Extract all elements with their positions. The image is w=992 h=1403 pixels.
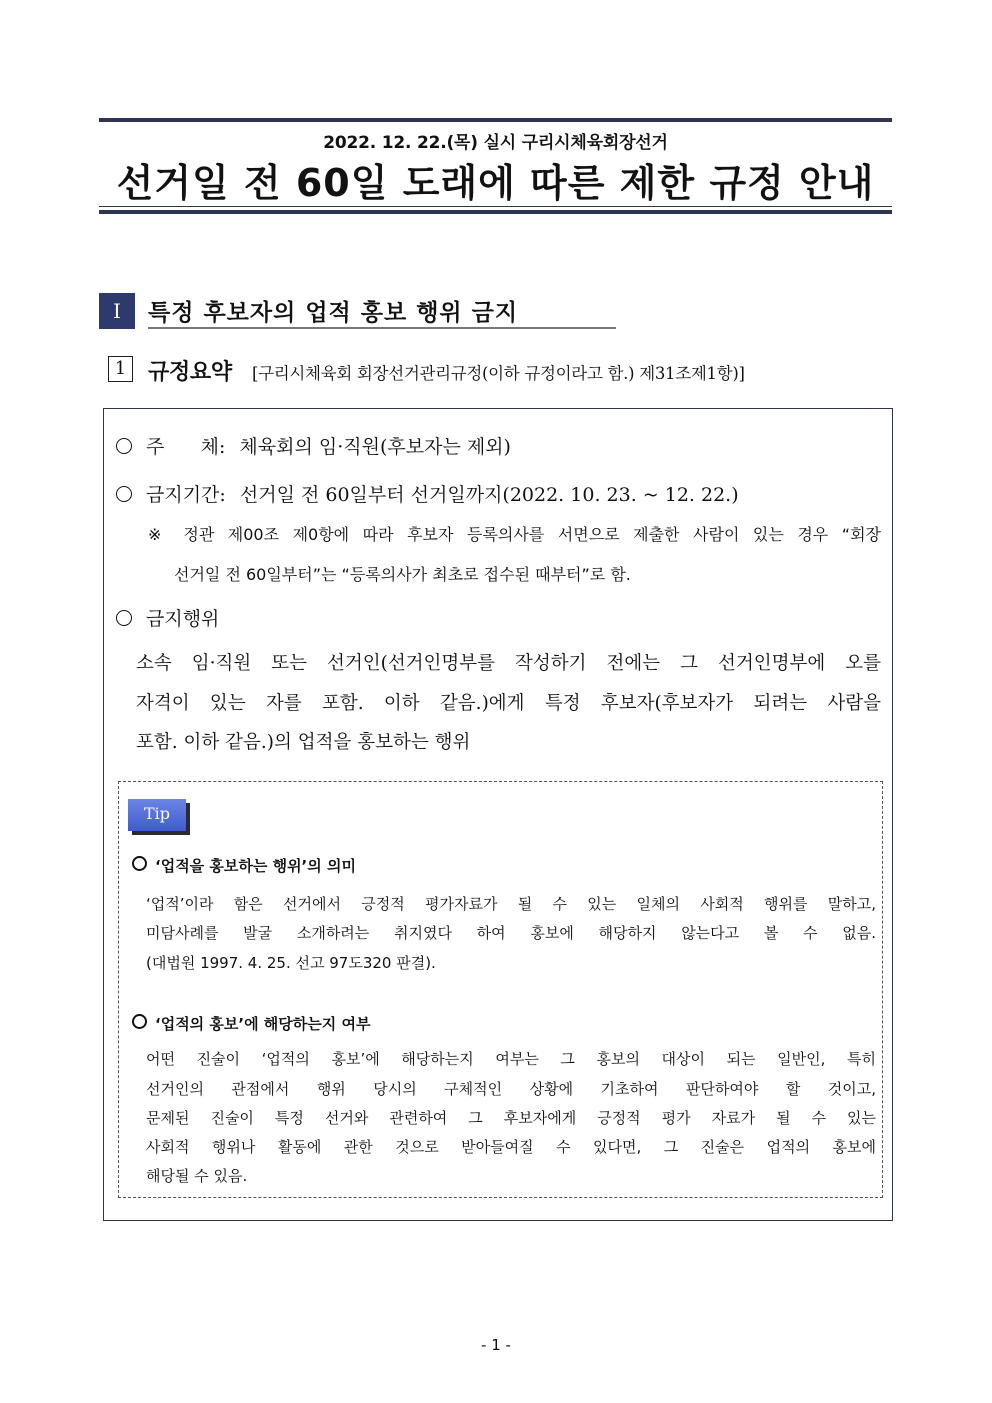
header-bottom-thin-rule [99,206,892,207]
tip-body-1-text-2: 미담사례를 발굴 소개하려는 취지였다 하여 홍보에 해당하지 않는다고 볼 수 없음. [146,924,876,942]
document-header [99,118,892,216]
header-bottom-rule [99,210,892,214]
subject-label: 주 체: [146,436,226,458]
act-line-1 [136,649,881,675]
tip-heading-1-text: ‘업적을 홍보하는 행위’의 의미 [155,857,356,875]
section-number: Ⅰ [99,293,135,329]
tip-heading-1 [132,855,356,876]
tip-body-2-text-4: 사회적 행위나 활동에 관한 것으로 받아들여질 수 있다면, 그 진술은 업적의 홍보에 [146,1138,876,1156]
tip-body-2-text-2: 선거인의 관점에서 행위 당시의 구체적인 상황에 기초하여 판단하여야 할 것이고, [146,1080,876,1098]
tip-body-2-line-4 [146,1136,876,1157]
subsection-number: 1 [108,356,133,382]
page-number: - 1 - [481,1336,511,1354]
tip-body-2-line-3 [146,1107,876,1128]
tip-heading-2 [132,1013,370,1034]
tip-label: Tip [128,799,186,831]
subject-value: 체육회의 임·직원(후보자는 제외) [239,436,511,458]
act-text-2: 자격이 있는 자를 포함. 이하 같음.)에게 특정 후보자(후보자가 되려는 사람을 [136,693,881,714]
circle-bullet-icon [116,486,132,502]
note-line-2: 선거일 전 60일부터”는 “등록의사가 최초로 접수된 때부터”로 함. [174,565,631,584]
tip-body-2-line-2 [146,1078,876,1099]
document-subtitle: 2022. 12. 22.(목) 실시 구리시체육회장선거 [323,133,668,153]
act-text-1: 소속 임·직원 또는 선거인(선거인명부를 작성하기 전에는 그 선거인명부에 오를 [136,653,881,674]
act-item [116,604,219,631]
tip-body-2-text-3: 문제된 진술이 특정 선거와 관련하여 그 후보자에게 긍정적 평가 자료가 될 수 있는 [146,1109,876,1127]
section-title: 특정 후보자의 업적 홍보 행위 금지 [148,300,519,326]
subject-item [116,432,511,459]
tip-body-1-line-3: (대법원 1997. 4. 25. 선고 97도320 판결). [146,954,436,972]
circle-bullet-icon [116,610,132,626]
subsection-reference: [구리시체육회 회장선거관리규정(이하 규정이라고 함.) 제31조제1항)] [252,364,745,383]
circle-bullet-icon [116,438,132,454]
circle-bullet-icon [132,856,147,871]
period-label: 금지기간: [146,484,226,506]
tip-body-1-line-2 [146,922,876,943]
subsection-heading: 규정요약 [148,360,232,385]
tip-body-1-line-1 [146,893,876,914]
tip-body-2-line-1 [146,1048,876,1069]
act-line-2 [136,689,881,715]
tip-body-2-line-5: 해당될 수 있음. [146,1167,248,1185]
tip-heading-2-text: ‘업적의 홍보’에 해당하는지 여부 [155,1015,371,1033]
period-item [116,480,739,507]
act-line-3: 포함. 이하 같음.)의 업적을 홍보하는 행위 [136,732,471,753]
period-value: 선거일 전 60일부터 선거일까지(2022. 10. 23. ~ 12. 22.) [239,484,739,506]
header-top-rule [99,118,892,122]
tip-body-2-text-1: 어떤 진술이 ‘업적의 홍보’에 해당하는지 여부는 그 홍보의 대상이 되는 일반인, 특히 [146,1050,876,1068]
note-text-1: ※ 정관 제00조 제0항에 따라 후보자 등록의사를 서면으로 제출한 사람이 있는 경우 “회장 [148,525,881,544]
document-title: 선거일 전 60일 도래에 따른 제한 규정 안내 [116,161,875,205]
act-label: 금지행위 [146,608,220,630]
section-underline [148,327,616,329]
note-line-1 [148,522,881,545]
circle-bullet-icon [132,1014,147,1029]
tip-body-1-text-1: ‘업적’이라 함은 선거에서 긍정적 평가자료가 될 수 있는 일체의 사회적 행위를 말하고, [146,895,876,913]
